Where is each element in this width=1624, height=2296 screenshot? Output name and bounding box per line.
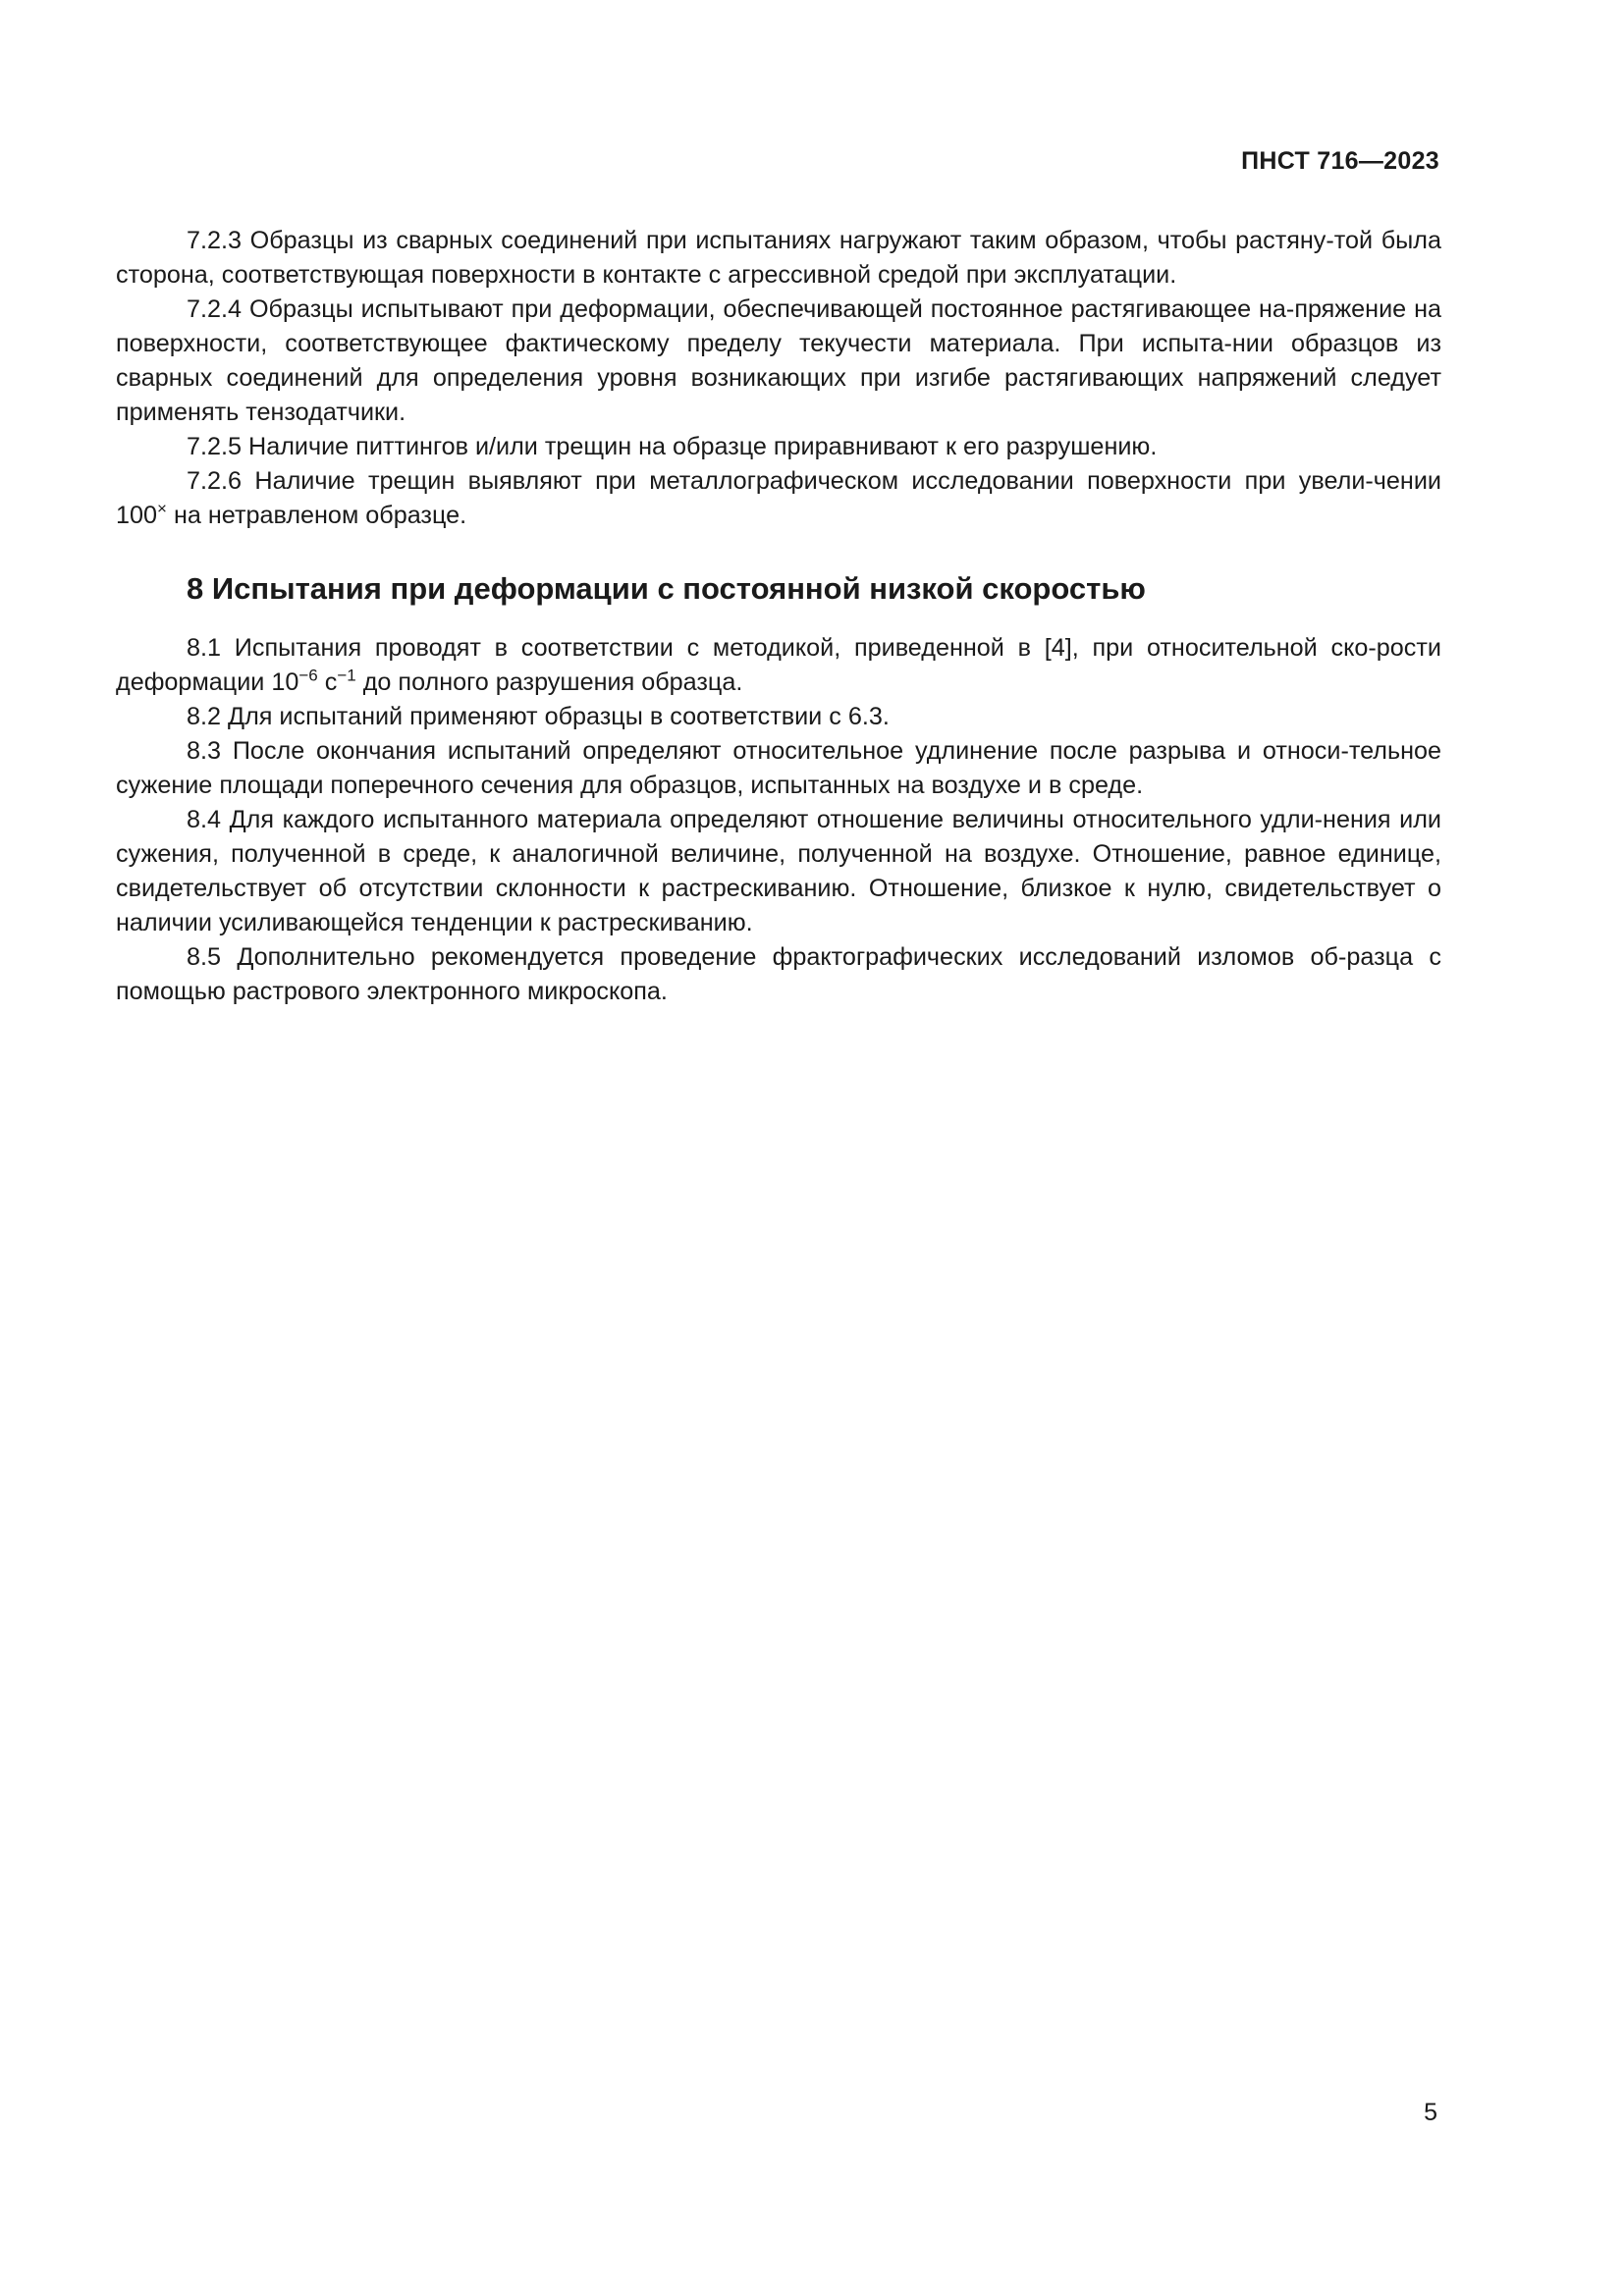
document-code: ПНСТ 716—2023 (1241, 147, 1439, 175)
document-body (116, 224, 1441, 1009)
paragraph-7-2-6-text: 7.2.6 Наличие трещин выявляют при металлографическом исследовании поверхности при увели-чении 100 (116, 467, 1441, 529)
paragraph-7-2-6-tail: на нетравленом образце. (166, 502, 467, 529)
paragraph-7-2-4: 7.2.4 Образцы испытывают при деформации, обеспечивающей постоянное растягивающее на-пряжение на поверхности, соответствующее фактическому пределу текучести материала. При испыта-нии образцов из сварных соединений для определения уровня возникающих при изгибе растягивающих напряжений следует применять тензодатчики. (116, 295, 1441, 426)
paragraph-8-1 (116, 631, 1441, 700)
paragraph-8-2: 8.2 Для испытаний применяют образцы в соответствии с 6.3. (187, 703, 890, 730)
paragraph-8-3: 8.3 После окончания испытаний определяют относительное удлинение после разрыва и относи-тельное сужение площади поперечного сечения для образцов, испытанных на воздухе и в среде. (116, 737, 1441, 799)
section-8-heading: 8 Испытания при деформации с постоянной низкой скоростью (187, 571, 1146, 606)
paragraph-8-1-tail: до полного разрушения образца. (355, 668, 743, 696)
unit-exponent-superscript: −1 (337, 666, 356, 685)
page-number: 5 (1424, 2099, 1437, 2126)
exponent-superscript: −6 (298, 666, 318, 685)
paragraph-8-5: 8.5 Дополнительно рекомендуется проведение фрактографических исследований изломов об-разца с помощью растрового электронного микроскопа. (116, 943, 1441, 1005)
unit-text: с (317, 668, 338, 696)
paragraph-7-2-6 (116, 464, 1441, 533)
paragraph-8-4: 8.4 Для каждого испытанного материала определяют отношение величины относительного удли-нения или сужения, полученной в среде, к аналогичной величине, полученной на воздухе. Отношение, равное единице, свидетельствует об отсутствии склонности к растрескиванию. Отношение, близкое к нулю, свидетельствует о наличии усиливающейся тенденции к растрескиванию. (116, 806, 1441, 936)
paragraph-7-2-3: 7.2.3 Образцы из сварных соединений при испытаниях нагружают таким образом, чтобы растяну-той была сторона, соответствующая поверхности в контакте с агрессивной средой при эксплуатации. (116, 227, 1441, 289)
magnification-superscript: × (157, 499, 167, 518)
paragraph-7-2-5: 7.2.5 Наличие питтингов и/или трещин на образце приравнивают к его разрушению. (187, 433, 1158, 460)
paragraph-8-1-text: 8.1 Испытания проводят в соответствии с методикой, приведенной в [4], при относительной ско-рости деформации 10 (116, 634, 1441, 696)
